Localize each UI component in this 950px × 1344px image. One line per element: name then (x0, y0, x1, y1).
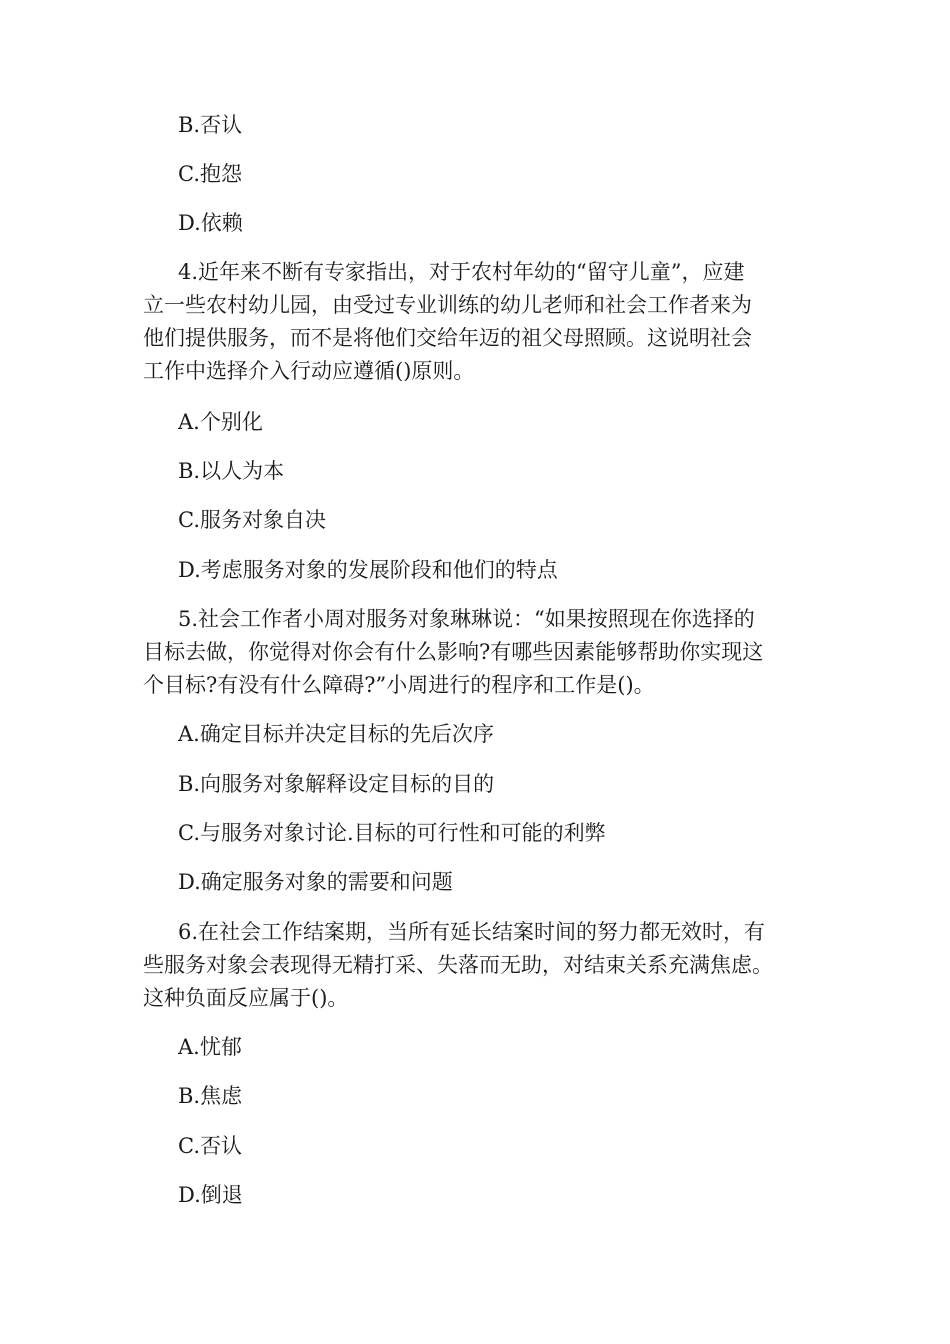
q4-line-3: 他们提供服务，而不是将他们交给年迈的祖父母照顾。这说明社会 (143, 326, 752, 350)
q3-option-c: C.抱怨 (178, 162, 242, 186)
q5-line-2: 目标去做，你觉得对你会有什么影响?有哪些因素能够帮助你实现这 (143, 640, 764, 664)
q4-option-a: A.个别化 (178, 410, 263, 434)
q6-line-3: 这种负面反应属于()。 (143, 986, 349, 1010)
q3-option-b: B.否认 (178, 113, 243, 137)
q4-option-c: C.服务对象自决 (178, 508, 326, 532)
q4-option-d: D.考虑服务对象的发展阶段和他们的特点 (178, 558, 558, 582)
q6-option-a: A.忧郁 (178, 1035, 242, 1059)
q5-option-a: A.确定目标并决定目标的先后次序 (178, 722, 494, 746)
q4-line-4: 工作中选择介入行动应遵循()原则。 (143, 359, 475, 383)
q4-question (143, 256, 823, 388)
q6-line-2: 些服务对象会表现得无精打采、失落而无助，对结束关系充满焦虑。 (143, 953, 773, 977)
q6-option-d: D.倒退 (178, 1183, 243, 1207)
q3-option-d: D.依赖 (178, 211, 243, 235)
q4-line-2: 立一些农村幼儿园，由受过专业训练的幼儿老师和社会工作者来为 (143, 293, 752, 317)
q6-option-c: C.否认 (178, 1134, 242, 1158)
q5-option-d: D.确定服务对象的需要和问题 (178, 870, 453, 894)
q5-option-c: C.与服务对象讨论.目标的可行性和可能的利弊 (178, 821, 606, 845)
q6-line-1: 6.在社会工作结案期，当所有延长结案时间的努力都无效时，有 (178, 920, 766, 944)
q4-option-b: B.以人为本 (178, 459, 285, 483)
q6-question (143, 916, 823, 1015)
q5-line-1: 5.社会工作者小周对服务对象琳琳说：“如果按照现在你选择的 (178, 607, 755, 631)
q5-option-b: B.向服务对象解释设定目标的目的 (178, 772, 495, 796)
q5-line-3: 个目标?有没有什么障碍?”小周进行的程序和工作是()。 (143, 673, 655, 697)
q4-line-1: 4.近年来不断有专家指出，对于农村年幼的“留守儿童”，应建 (178, 260, 745, 284)
q6-option-b: B.焦虑 (178, 1084, 243, 1108)
q5-question (143, 603, 823, 702)
